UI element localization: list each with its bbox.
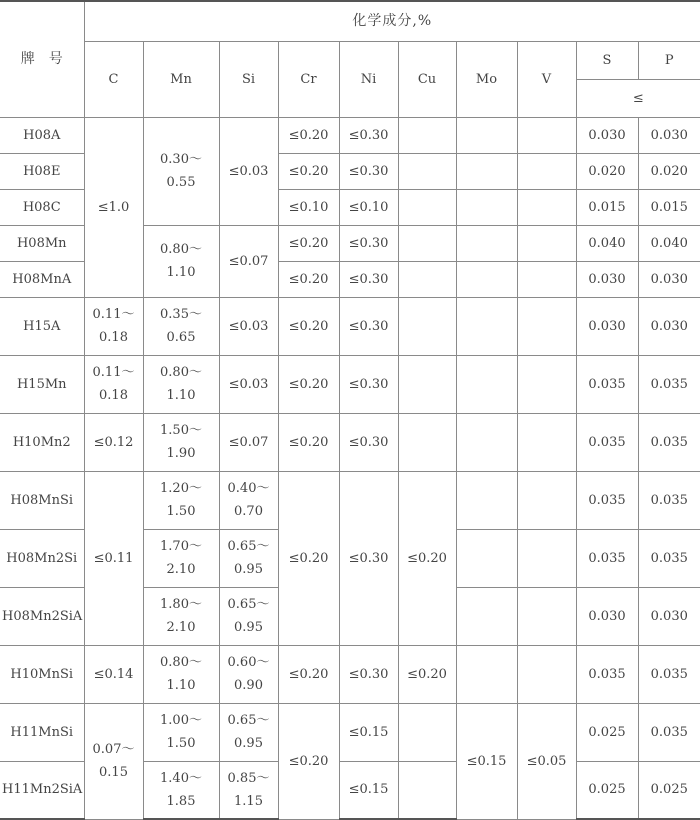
mo-cell	[456, 153, 517, 189]
cr-cell: ≤0.20	[278, 355, 339, 413]
cr-cell: ≤0.20	[278, 703, 339, 819]
col-header-v: V	[517, 41, 576, 117]
mo-cell	[456, 117, 517, 153]
p-cell: 0.030	[638, 261, 700, 297]
cr-cell: ≤0.20	[278, 471, 339, 645]
cr-cell: ≤0.20	[278, 153, 339, 189]
si-cell: 0.65～ 0.95	[219, 587, 278, 645]
v-cell	[517, 297, 576, 355]
c-cell: ≤1.0	[84, 117, 143, 297]
s-cell: 0.020	[576, 153, 638, 189]
v-cell	[517, 225, 576, 261]
brand-column-header: 牌 号	[0, 1, 84, 117]
s-cell: 0.035	[576, 413, 638, 471]
brand-cell: H11MnSi	[0, 703, 84, 761]
brand-cell: H08MnSi	[0, 471, 84, 529]
brand-cell: H08Mn	[0, 225, 84, 261]
cu-cell	[398, 355, 456, 413]
si-cell: ≤0.07	[219, 413, 278, 471]
v-cell	[517, 117, 576, 153]
col-header-cr: Cr	[278, 41, 339, 117]
header-row-elements	[0, 41, 700, 79]
cr-cell: ≤0.20	[278, 645, 339, 703]
p-cell: 0.030	[638, 297, 700, 355]
table-row	[0, 413, 700, 471]
v-cell	[517, 189, 576, 225]
si-cell: 0.85～ 1.15	[219, 761, 278, 819]
mn-cell: 0.80～ 1.10	[143, 645, 219, 703]
s-cell: 0.025	[576, 761, 638, 819]
p-cell: 0.035	[638, 355, 700, 413]
cu-cell	[398, 261, 456, 297]
mo-cell	[456, 587, 517, 645]
cu-cell	[398, 225, 456, 261]
v-cell	[517, 153, 576, 189]
si-cell: 0.40～ 0.70	[219, 471, 278, 529]
v-cell	[517, 355, 576, 413]
mo-cell	[456, 471, 517, 529]
brand-cell: H08MnA	[0, 261, 84, 297]
mo-cell	[456, 297, 517, 355]
si-cell: ≤0.03	[219, 117, 278, 225]
mn-cell: 0.80～ 1.10	[143, 225, 219, 297]
mn-cell: 0.35～ 0.65	[143, 297, 219, 355]
cu-cell	[398, 189, 456, 225]
composition-title: 化学成分,%	[84, 1, 700, 41]
p-cell: 0.030	[638, 587, 700, 645]
brand-cell: H10Mn2	[0, 413, 84, 471]
cr-cell: ≤0.20	[278, 261, 339, 297]
si-cell: ≤0.07	[219, 225, 278, 297]
s-cell: 0.035	[576, 471, 638, 529]
cr-cell: ≤0.10	[278, 189, 339, 225]
ni-cell: ≤0.30	[339, 413, 398, 471]
mo-cell	[456, 355, 517, 413]
ni-cell: ≤0.30	[339, 355, 398, 413]
p-cell: 0.035	[638, 529, 700, 587]
mn-cell: 1.80～ 2.10	[143, 587, 219, 645]
ni-cell: ≤0.10	[339, 189, 398, 225]
c-cell: ≤0.12	[84, 413, 143, 471]
cr-cell: ≤0.20	[278, 117, 339, 153]
brand-cell: H15Mn	[0, 355, 84, 413]
mn-cell: 1.20～ 1.50	[143, 471, 219, 529]
cr-cell: ≤0.20	[278, 413, 339, 471]
ni-cell: ≤0.30	[339, 261, 398, 297]
cu-cell	[398, 297, 456, 355]
col-header-s: S	[576, 41, 638, 79]
c-cell: ≤0.11	[84, 471, 143, 645]
ni-cell: ≤0.30	[339, 471, 398, 645]
table-row	[0, 297, 700, 355]
col-header-p: P	[638, 41, 700, 79]
s-cell: 0.035	[576, 355, 638, 413]
p-cell: 0.035	[638, 703, 700, 761]
table-row	[0, 703, 700, 761]
p-cell: 0.030	[638, 117, 700, 153]
mo-cell	[456, 225, 517, 261]
p-cell: 0.035	[638, 413, 700, 471]
brand-cell: H08C	[0, 189, 84, 225]
mn-cell: 0.80～ 1.10	[143, 355, 219, 413]
col-header-mn: Mn	[143, 41, 219, 117]
p-cell: 0.035	[638, 645, 700, 703]
c-cell: ≤0.14	[84, 645, 143, 703]
v-cell	[517, 261, 576, 297]
ni-cell: ≤0.30	[339, 297, 398, 355]
p-cell: 0.040	[638, 225, 700, 261]
c-cell: 0.11～ 0.18	[84, 355, 143, 413]
si-cell: 0.65～ 0.95	[219, 703, 278, 761]
ni-cell: ≤0.30	[339, 117, 398, 153]
v-cell	[517, 587, 576, 645]
mo-cell	[456, 189, 517, 225]
mn-cell: 1.50～ 1.90	[143, 413, 219, 471]
mn-cell: 1.40～ 1.85	[143, 761, 219, 819]
brand-cell: H08A	[0, 117, 84, 153]
si-cell: ≤0.03	[219, 355, 278, 413]
s-cell: 0.040	[576, 225, 638, 261]
ni-cell: ≤0.15	[339, 703, 398, 761]
mn-cell: 1.70～ 2.10	[143, 529, 219, 587]
cu-cell	[398, 413, 456, 471]
v-cell	[517, 413, 576, 471]
v-cell: ≤0.05	[517, 703, 576, 819]
v-cell	[517, 529, 576, 587]
s-cell: 0.030	[576, 587, 638, 645]
brand-cell: H11Mn2SiA	[0, 761, 84, 819]
s-cell: 0.030	[576, 297, 638, 355]
s-cell: 0.025	[576, 703, 638, 761]
s-cell: 0.035	[576, 529, 638, 587]
brand-cell: H08E	[0, 153, 84, 189]
col-header-ni: Ni	[339, 41, 398, 117]
cu-cell	[398, 153, 456, 189]
col-header-cu: Cu	[398, 41, 456, 117]
si-cell: 0.65～ 0.95	[219, 529, 278, 587]
mo-cell	[456, 413, 517, 471]
col-header-mo: Mo	[456, 41, 517, 117]
brand-cell: H08Mn2SiA	[0, 587, 84, 645]
mo-cell	[456, 529, 517, 587]
cu-cell: ≤0.20	[398, 645, 456, 703]
table-row	[0, 355, 700, 413]
brand-cell: H08Mn2Si	[0, 529, 84, 587]
brand-cell: H10MnSi	[0, 645, 84, 703]
s-cell: 0.030	[576, 117, 638, 153]
table-row	[0, 471, 700, 529]
s-cell: 0.030	[576, 261, 638, 297]
p-cell: 0.035	[638, 471, 700, 529]
v-cell	[517, 645, 576, 703]
c-cell: 0.07～ 0.15	[84, 703, 143, 819]
s-cell: 0.035	[576, 645, 638, 703]
mo-cell	[456, 261, 517, 297]
cu-cell: ≤0.20	[398, 471, 456, 645]
s-cell: 0.015	[576, 189, 638, 225]
mo-cell: ≤0.15	[456, 703, 517, 819]
header-row-title	[0, 1, 700, 41]
ni-cell: ≤0.30	[339, 225, 398, 261]
mn-cell: 1.00～ 1.50	[143, 703, 219, 761]
si-cell: ≤0.03	[219, 297, 278, 355]
max-limit-symbol: ≤	[576, 79, 700, 117]
c-cell: 0.11～ 0.18	[84, 297, 143, 355]
mn-cell: 0.30～ 0.55	[143, 117, 219, 225]
cu-cell	[398, 703, 456, 761]
col-header-si: Si	[219, 41, 278, 117]
cr-cell: ≤0.20	[278, 297, 339, 355]
table-row	[0, 645, 700, 703]
table-row	[0, 117, 700, 153]
cu-cell	[398, 761, 456, 819]
v-cell	[517, 471, 576, 529]
brand-cell: H15A	[0, 297, 84, 355]
mo-cell	[456, 645, 517, 703]
p-cell: 0.020	[638, 153, 700, 189]
cr-cell: ≤0.20	[278, 225, 339, 261]
ni-cell: ≤0.30	[339, 153, 398, 189]
si-cell: 0.60～ 0.90	[219, 645, 278, 703]
p-cell: 0.015	[638, 189, 700, 225]
col-header-c: C	[84, 41, 143, 117]
ni-cell: ≤0.15	[339, 761, 398, 819]
p-cell: 0.025	[638, 761, 700, 819]
ni-cell: ≤0.30	[339, 645, 398, 703]
cu-cell	[398, 117, 456, 153]
